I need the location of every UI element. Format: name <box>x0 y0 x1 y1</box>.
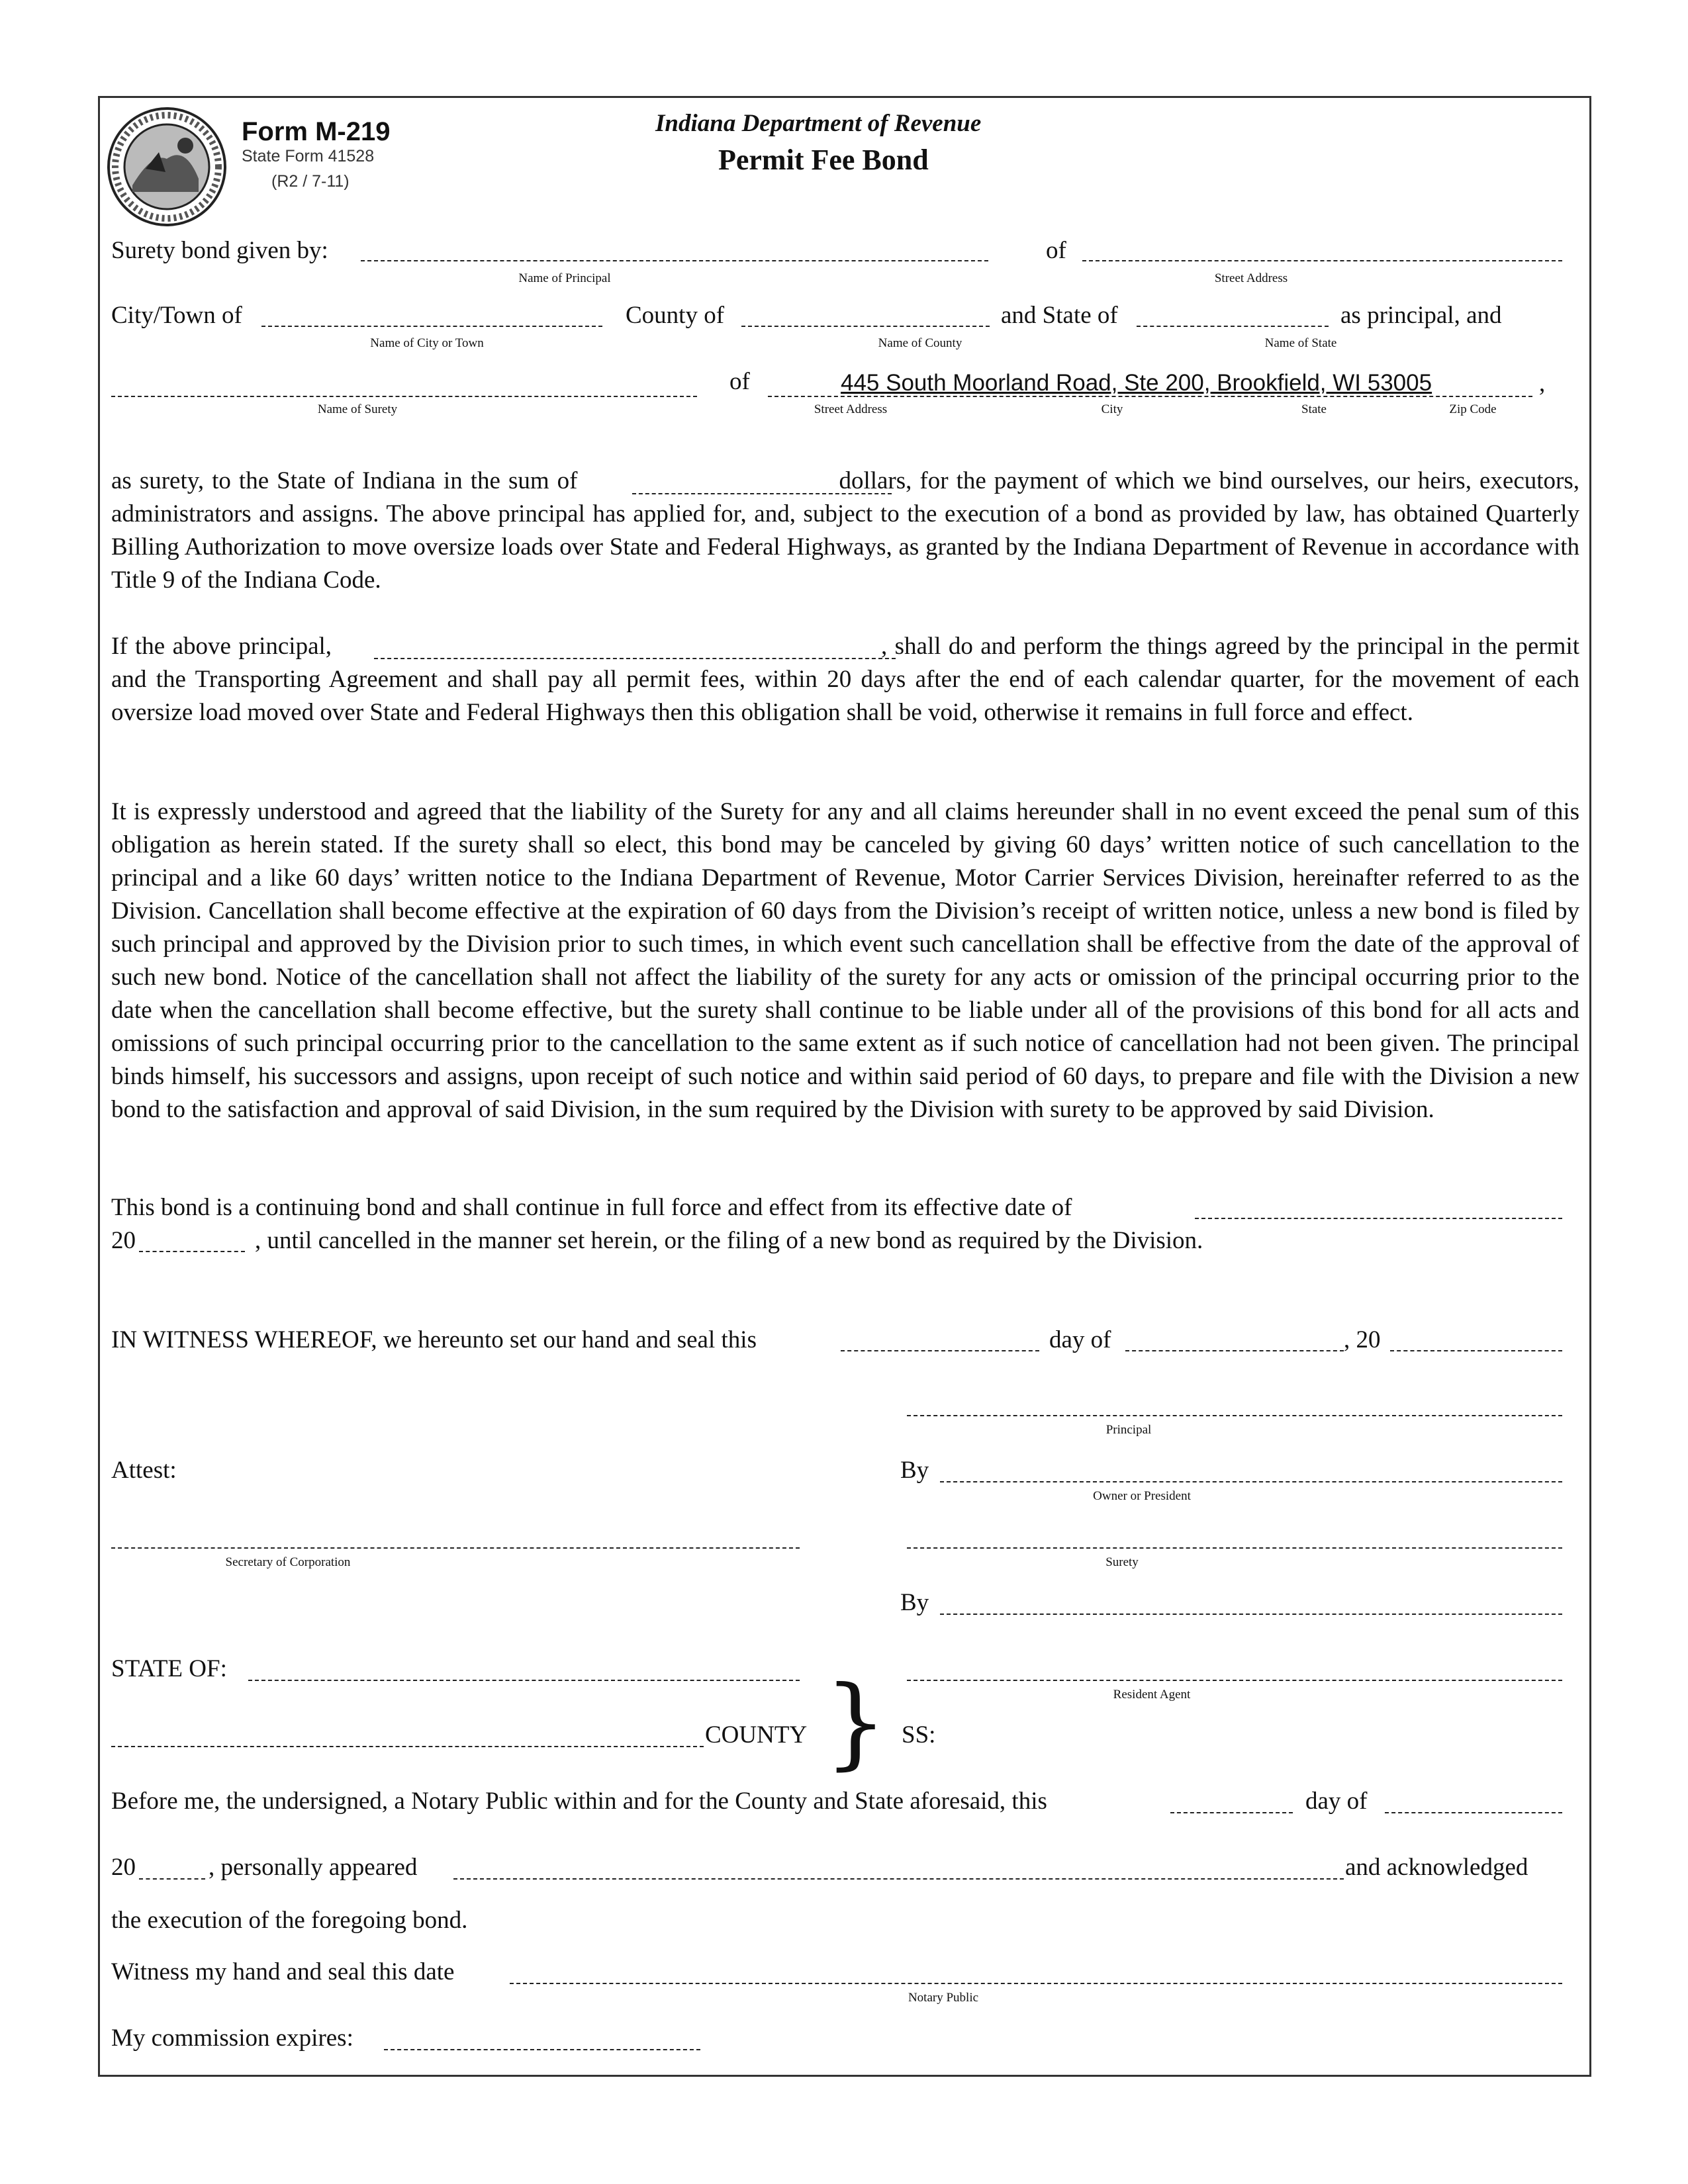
county-label: COUNTY <box>705 1721 808 1749</box>
owner-caption: Owner or President <box>1093 1489 1191 1503</box>
p4-line-2: , until cancelled in the manner set herein, or the filing of a new bond as required by the Division. <box>255 1227 1203 1254</box>
witness-year-prefix: , 20 <box>1344 1326 1381 1353</box>
name-of-principal-caption: Name of Principal <box>518 271 611 285</box>
comma: , <box>1539 370 1546 397</box>
notary-county-field[interactable] <box>111 1746 704 1747</box>
witness-day-of: day of <box>1049 1326 1111 1353</box>
surety-by-field[interactable] <box>940 1614 1562 1615</box>
surety-address-value: 445 South Moorland Road, Ste 200, Brookfield, WI 53005 <box>841 370 1432 396</box>
notary-year-field[interactable] <box>139 1878 205 1880</box>
owner-signature-field[interactable] <box>940 1481 1562 1482</box>
state-seal-icon <box>106 106 228 228</box>
by-label-2: By <box>900 1589 929 1616</box>
acknowledged-text: and acknowledged <box>1345 1854 1528 1881</box>
witness-year-field[interactable] <box>1390 1350 1562 1351</box>
witness-text: IN WITNESS WHEREOF, we hereunto set our hand and seal this <box>111 1326 757 1353</box>
city-caption: City <box>1101 402 1123 416</box>
department-name: Indiana Department of Revenue <box>655 110 982 137</box>
surety-signature-field[interactable] <box>907 1547 1562 1549</box>
appeared-name-field[interactable] <box>453 1878 1344 1880</box>
state-field[interactable] <box>1137 326 1329 327</box>
p2-start: If the above principal, <box>111 633 332 660</box>
name-county-caption: Name of County <box>878 336 962 350</box>
name-city-caption: Name of City or Town <box>370 336 484 350</box>
p2-rest: , shall do and perform the things agreed by the principal in the permit and the Transporting Agreement and shall pay all permit fees, within 20 days after the end of each calendar quarter, for the movement of each oversize load moved over State and Federal Highways then this obligation shall be void, otherwise it remains in full force and effect. <box>111 633 1579 726</box>
notary-year-prefix: 20 <box>111 1854 136 1881</box>
form-number: Form M-219 <box>242 117 391 146</box>
city-town-label: City/Town of <box>111 302 242 329</box>
surety-given-by-label: Surety bond given by: <box>111 237 328 264</box>
form-revision: (R2 / 7-11) <box>271 172 350 191</box>
principal-name-field[interactable] <box>361 260 988 261</box>
secretary-caption: Secretary of Corporation <box>225 1555 351 1569</box>
secretary-signature-field[interactable] <box>111 1547 800 1549</box>
notary-day-field[interactable] <box>1170 1812 1293 1813</box>
notary-date-field[interactable] <box>510 1983 1562 1984</box>
city-field[interactable] <box>261 326 602 327</box>
personally-appeared: , personally appeared <box>209 1854 418 1881</box>
execution-text: the execution of the foregoing bond. <box>111 1907 468 1934</box>
witness-day-field[interactable] <box>841 1350 1039 1351</box>
witness-hand-text: Witness my hand and seal this date <box>111 1958 455 1985</box>
street-address-caption: Street Address <box>1214 271 1288 285</box>
name-state-caption: Name of State <box>1264 336 1337 350</box>
commission-field[interactable] <box>384 2049 700 2050</box>
street-address-caption-2: Street Address <box>814 402 888 416</box>
as-principal-label: as principal, and <box>1340 302 1502 329</box>
before-me-text: Before me, the undersigned, a Notary Public within and for the County and State aforesaid, this <box>111 1788 1047 1815</box>
principal-street-field[interactable] <box>1082 260 1562 261</box>
principal-name-field-2[interactable] <box>374 658 896 659</box>
notary-state-field[interactable] <box>248 1680 800 1681</box>
p1-start: as surety, to the State of Indiana in the sum of <box>111 467 578 494</box>
page-title: Permit Fee Bond <box>718 144 929 176</box>
witness-month-field[interactable] <box>1125 1350 1344 1351</box>
principal-signature-field[interactable] <box>907 1415 1562 1416</box>
by-label-1: By <box>900 1457 929 1484</box>
state-form-number: State Form 41528 <box>242 147 375 165</box>
name-surety-caption: Name of Surety <box>317 402 398 416</box>
principal-caption: Principal <box>1105 1423 1152 1437</box>
attest-label: Attest: <box>111 1457 177 1484</box>
effective-year-field[interactable] <box>139 1251 245 1252</box>
of-label-2: of <box>729 368 750 395</box>
paragraph-liability: It is expressly understood and agreed that the liability of the Surety for any and all claims hereunder shall in no event exceed the penal sum of this obligation as herein stated. If the surety shall so elect, this bond may be canceled by giving 60 days’ written notice of such cancellation to the principal and a like 60 days’ written notice to the Indiana Department of Revenue, Motor Carrier Services Division, hereinafter referred to as the Division. Cancellation shall become effective at the expiration of 60 days from the Division’s receipt of written notice, unless a new bond is filed by such principal and approved by the Division prior to such times, in which event such cancellation shall be effective from the date of the approval of such new bond. Notice of the cancellation shall not affect the liability of the surety for any acts or omission of the principal occurring prior to the date when the cancellation shall become effective, but the surety shall continue to be liable under all of the provisions of this bond for all acts and omissions of such principal occurring prior to the cancellation to the same extent as if such notice of cancellation had not been given. The principal binds himself, his successors and assigns, upon receipt of such notice and within said period of 60 days, to prepare and file with the Division a new bond to the satisfaction and approval of said Division, in the sum required by the Division with surety to be approved by said Division. <box>111 798 1579 1123</box>
p4-year-prefix: 20 <box>111 1227 136 1254</box>
state-of-label: and State of <box>1001 302 1118 329</box>
resident-agent-caption: Resident Agent <box>1113 1688 1191 1702</box>
of-label: of <box>1046 237 1066 264</box>
commission-label: My commission expires: <box>111 2025 353 2052</box>
county-of-label: County of <box>626 302 725 329</box>
ss-label: SS: <box>902 1721 936 1749</box>
paragraph-sum <box>111 465 1579 597</box>
p4-line-1: This bond is a continuing bond and shall continue in full force and effect from its effective date of <box>111 1194 1072 1221</box>
state-caption: State <box>1301 402 1327 416</box>
notary-month-field[interactable] <box>1385 1812 1562 1813</box>
surety-caption: Surety <box>1105 1555 1139 1569</box>
resident-agent-field[interactable] <box>907 1680 1562 1681</box>
effective-date-field[interactable] <box>1195 1218 1562 1219</box>
p1-rest: dollars, for the payment of which we bind ourselves, our heirs, executors, administrators and assigns. The above principal has applied for, and, subject to the execution of a bond as provided by law, has obtained Quarterly Billing Authorization to move oversize loads over State and Federal Highways, as granted by the Indiana Department of Revenue in accordance with Title 9 of the Indiana Code. <box>111 467 1579 594</box>
surety-name-field[interactable] <box>111 396 697 397</box>
sum-field[interactable] <box>632 493 892 494</box>
zip-caption: Zip Code <box>1449 402 1497 416</box>
notary-day-of: day of <box>1305 1788 1368 1815</box>
paragraph-principal <box>111 630 1579 729</box>
state-of-notary-label: STATE OF: <box>111 1655 227 1682</box>
county-field[interactable] <box>741 326 990 327</box>
brace: } <box>824 1665 888 1780</box>
notary-public-caption: Notary Public <box>908 1991 979 2005</box>
